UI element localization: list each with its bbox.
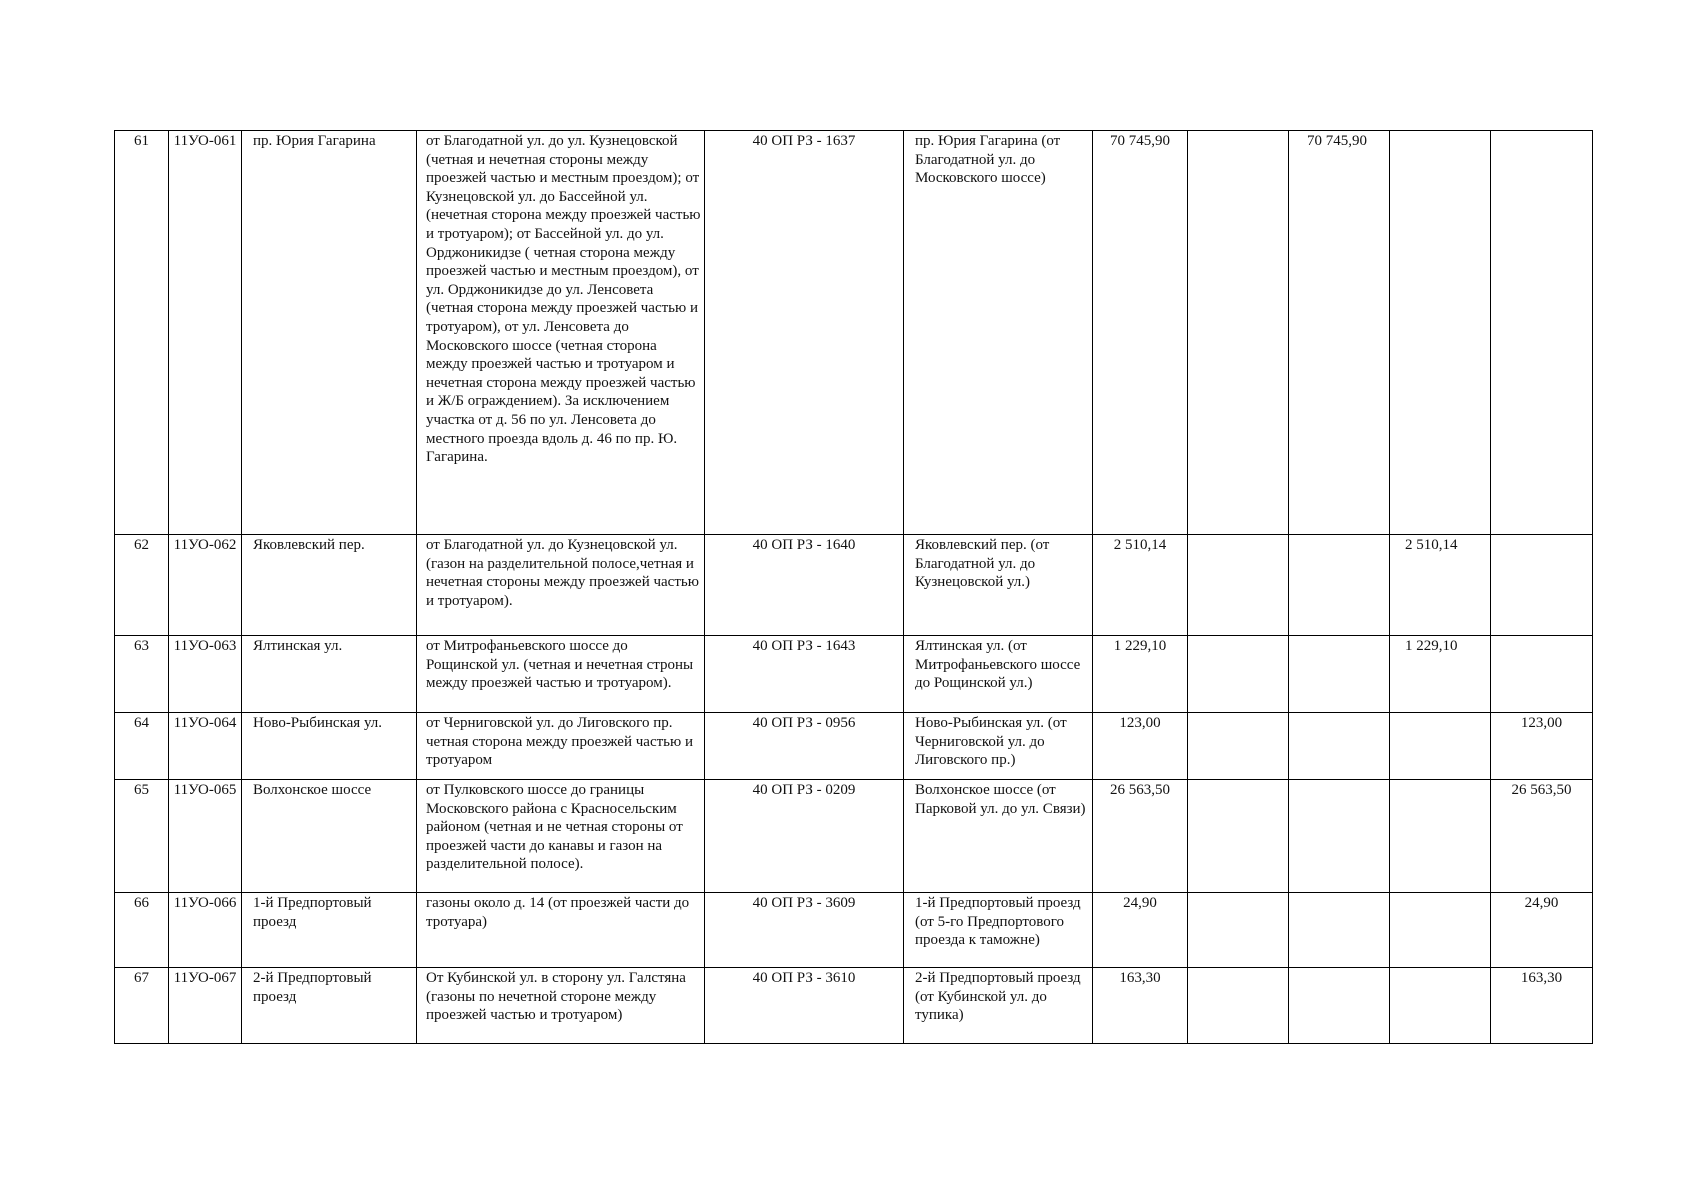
area-column-3: 2 510,14 bbox=[1390, 535, 1491, 636]
area-column-2 bbox=[1289, 893, 1390, 968]
section-description: газоны около д. 14 (от проезжей части до тротуара) bbox=[417, 893, 705, 968]
area-column-3 bbox=[1390, 968, 1491, 1044]
area-column-4 bbox=[1491, 131, 1593, 535]
area-column-2 bbox=[1289, 535, 1390, 636]
area-column-1 bbox=[1188, 535, 1289, 636]
table-row bbox=[115, 636, 1593, 713]
road-registry-number: 40 ОП РЗ - 0956 bbox=[705, 713, 904, 780]
object-code: 11УО-062 bbox=[169, 535, 242, 636]
area-column-3: 1 229,10 bbox=[1390, 636, 1491, 713]
row-number: 65 bbox=[115, 780, 169, 893]
road-registry-number: 40 ОП РЗ - 3609 bbox=[705, 893, 904, 968]
total-area: 1 229,10 bbox=[1093, 636, 1188, 713]
total-area: 70 745,90 bbox=[1093, 131, 1188, 535]
street-name: Яковлевский пер. bbox=[242, 535, 417, 636]
area-column-3 bbox=[1390, 780, 1491, 893]
area-column-4: 24,90 bbox=[1491, 893, 1593, 968]
row-number: 63 bbox=[115, 636, 169, 713]
total-area: 163,30 bbox=[1093, 968, 1188, 1044]
road-registry-number: 40 ОП РЗ - 1637 bbox=[705, 131, 904, 535]
area-column-4: 123,00 bbox=[1491, 713, 1593, 780]
row-number: 62 bbox=[115, 535, 169, 636]
street-name: Ялтинская ул. bbox=[242, 636, 417, 713]
road-object-name: 1-й Предпортовый проезд (от 5-го Предпортового проезда к таможне) bbox=[904, 893, 1093, 968]
table-row bbox=[115, 968, 1593, 1044]
area-column-4: 26 563,50 bbox=[1491, 780, 1593, 893]
table-body bbox=[115, 131, 1593, 1044]
road-object-name: пр. Юрия Гагарина (от Благодатной ул. до Московского шоссе) bbox=[904, 131, 1093, 535]
street-name: 2-й Предпортовый проезд bbox=[242, 968, 417, 1044]
table-row bbox=[115, 780, 1593, 893]
table-row bbox=[115, 535, 1593, 636]
total-area: 123,00 bbox=[1093, 713, 1188, 780]
total-area: 24,90 bbox=[1093, 893, 1188, 968]
total-area: 2 510,14 bbox=[1093, 535, 1188, 636]
area-column-2 bbox=[1289, 713, 1390, 780]
road-object-name: Ново-Рыбинская ул. (от Черниговской ул. до Лиговского пр.) bbox=[904, 713, 1093, 780]
section-description: от Благодатной ул. до ул. Кузнецовской (четная и нечетная стороны между проезжей частью и местным проездом); от Кузнецовской ул. до Бассейной ул. (нечетная сторона между проезжей частью и тротуаром); от Бассейной ул. до ул. Орджоникидзе ( четная сторона между проезжей частью и местным проездом), от ул. Орджоникидзе до ул. Ленсовета (четная сторона между проезжей частью и тротуаром), от ул. Ленсовета до Московского шоссе (четная сторона между проезжей частью и тротуаром и нечетная сторона между проезжей частью и Ж/Б ограждением). За исключением участка от д. 56 по ул. Ленсовета до местного проезда вдоль д. 46 по пр. Ю. Гагарина. bbox=[417, 131, 705, 535]
area-column-3 bbox=[1390, 131, 1491, 535]
object-code: 11УО-066 bbox=[169, 893, 242, 968]
area-column-1 bbox=[1188, 713, 1289, 780]
table-row bbox=[115, 131, 1593, 535]
section-description: от Митрофаньевского шоссе до Рощинской ул. (четная и нечетная строны между проезжей частью и тротуаром). bbox=[417, 636, 705, 713]
area-column-1 bbox=[1188, 968, 1289, 1044]
table-row bbox=[115, 713, 1593, 780]
road-registry-number: 40 ОП РЗ - 0209 bbox=[705, 780, 904, 893]
road-object-name: Ялтинская ул. (от Митрофаньевского шоссе до Рощинской ул.) bbox=[904, 636, 1093, 713]
road-object-name: Волхонское шоссе (от Парковой ул. до ул. Связи) bbox=[904, 780, 1093, 893]
area-column-2: 70 745,90 bbox=[1289, 131, 1390, 535]
street-name: пр. Юрия Гагарина bbox=[242, 131, 417, 535]
road-registry-number: 40 ОП РЗ - 1643 bbox=[705, 636, 904, 713]
road-object-name: Яковлевский пер. (от Благодатной ул. до Кузнецовской ул.) bbox=[904, 535, 1093, 636]
area-column-1 bbox=[1188, 636, 1289, 713]
road-registry-number: 40 ОП РЗ - 1640 bbox=[705, 535, 904, 636]
area-column-3 bbox=[1390, 713, 1491, 780]
object-code: 11УО-064 bbox=[169, 713, 242, 780]
object-code: 11УО-065 bbox=[169, 780, 242, 893]
area-column-4 bbox=[1491, 535, 1593, 636]
total-area: 26 563,50 bbox=[1093, 780, 1188, 893]
section-description: от Черниговской ул. до Лиговского пр. четная сторона между проезжей частью и тротуаром bbox=[417, 713, 705, 780]
area-column-2 bbox=[1289, 636, 1390, 713]
area-column-1 bbox=[1188, 780, 1289, 893]
object-code: 11УО-067 bbox=[169, 968, 242, 1044]
area-column-2 bbox=[1289, 968, 1390, 1044]
object-code: 11УО-063 bbox=[169, 636, 242, 713]
road-greenery-table bbox=[114, 130, 1593, 1044]
row-number: 64 bbox=[115, 713, 169, 780]
row-number: 67 bbox=[115, 968, 169, 1044]
street-name: 1-й Предпортовый проезд bbox=[242, 893, 417, 968]
road-object-name: 2-й Предпортовый проезд (от Кубинской ул. до тупика) bbox=[904, 968, 1093, 1044]
area-column-1 bbox=[1188, 893, 1289, 968]
area-column-1 bbox=[1188, 131, 1289, 535]
area-column-4 bbox=[1491, 636, 1593, 713]
section-description: от Благодатной ул. до Кузнецовской ул. (газон на разделительной полосе,четная и нечетная стороны между проезжей частью и тротуаром). bbox=[417, 535, 705, 636]
section-description: от Пулковского шоссе до границы Московского района с Красносельским районом (четная и не четная стороны от проезжей части до канавы и газон на разделительной полосе). bbox=[417, 780, 705, 893]
table-row bbox=[115, 893, 1593, 968]
area-column-2 bbox=[1289, 780, 1390, 893]
street-name: Ново-Рыбинская ул. bbox=[242, 713, 417, 780]
row-number: 66 bbox=[115, 893, 169, 968]
area-column-4: 163,30 bbox=[1491, 968, 1593, 1044]
road-registry-number: 40 ОП РЗ - 3610 bbox=[705, 968, 904, 1044]
object-code: 11УО-061 bbox=[169, 131, 242, 535]
area-column-3 bbox=[1390, 893, 1491, 968]
street-name: Волхонское шоссе bbox=[242, 780, 417, 893]
row-number: 61 bbox=[115, 131, 169, 535]
section-description: От Кубинской ул. в сторону ул. Галстяна (газоны по нечетной стороне между проезжей частью и тротуаром) bbox=[417, 968, 705, 1044]
